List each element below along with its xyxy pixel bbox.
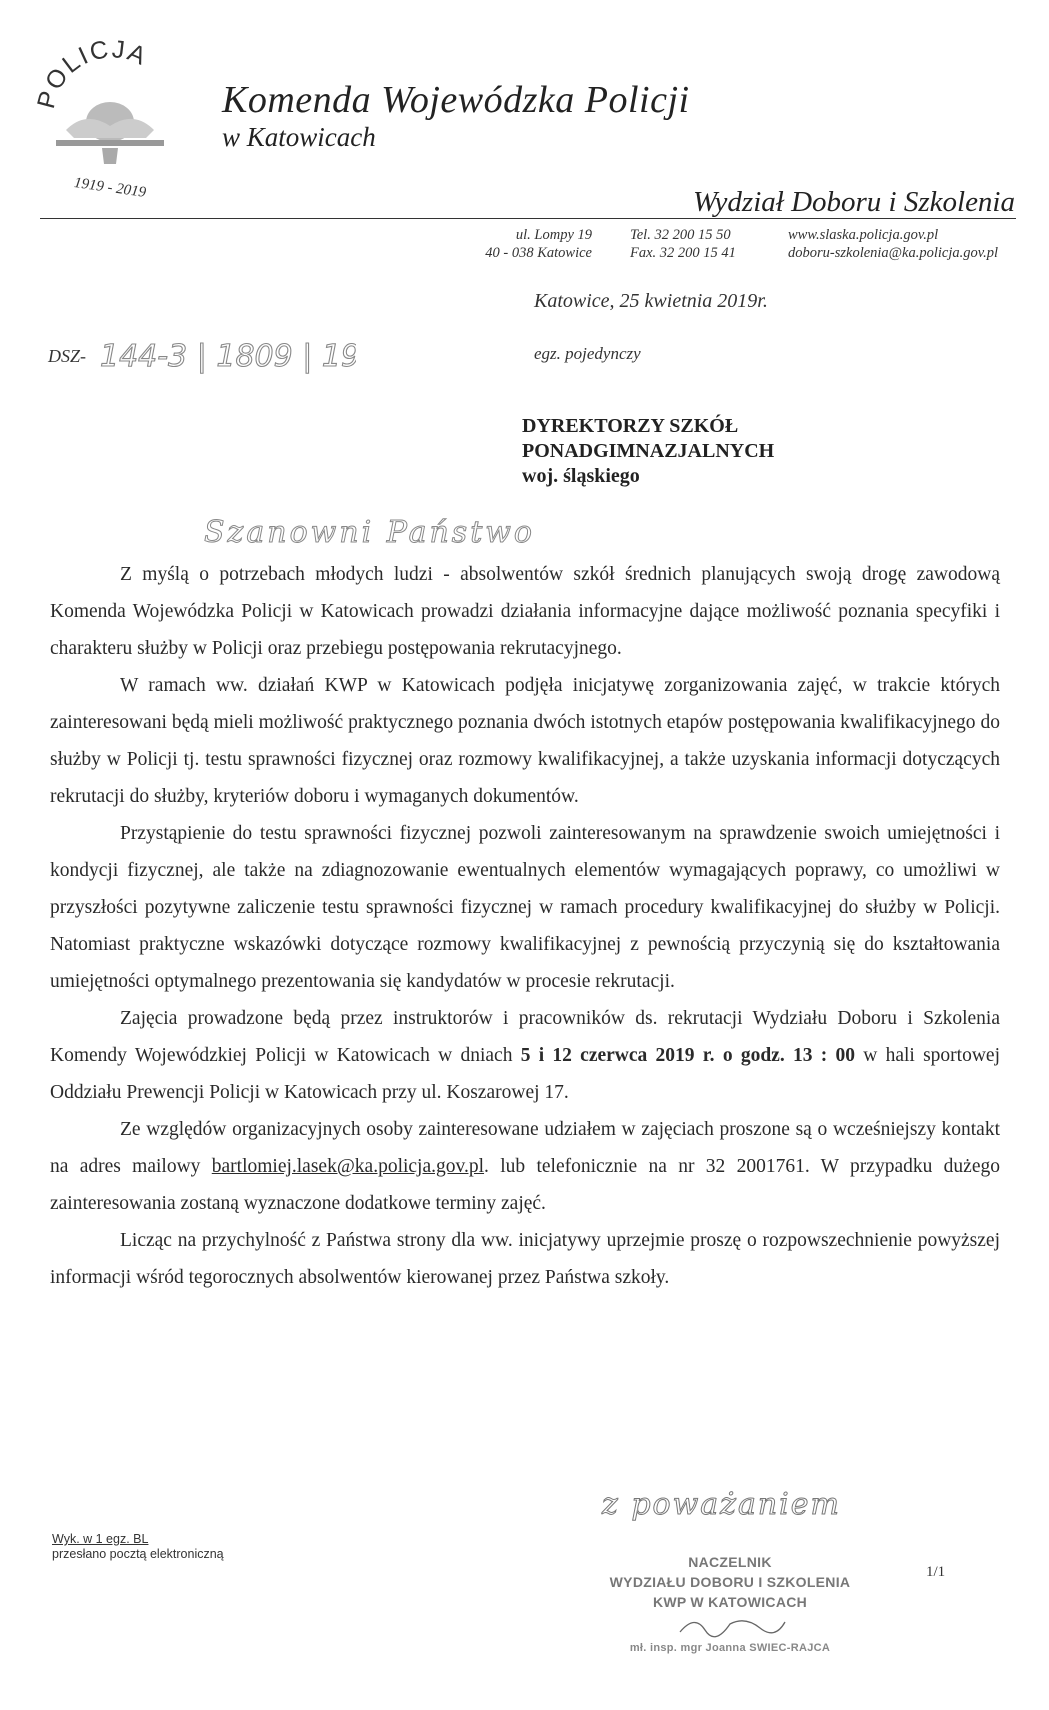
handwritten-closing — [600, 1472, 900, 1537]
contact-online — [788, 226, 998, 262]
website-link[interactable]: www.slaska.policja.gov.pl — [788, 227, 939, 243]
p5-text-b: . lub telefonicznie na nr 32 2001761. W przypadku dużego zainteresowania zostaną wyznaczone dodatkowe terminy zajęć. — [50, 1156, 1000, 1214]
letter-date: Katowice, 25 kwietnia 2019r. — [534, 290, 768, 312]
paragraph-6: Licząc na przychylność z Państwa strony dla ww. inicjatywy uprzejmie proszę o rozpowszechnienie powyższej informacji wśród tegorocznych absolwentów kierowanej przez Państwa szkoły. — [50, 1230, 1000, 1288]
department-name: Wydział Doboru i Szkolenia — [693, 186, 1015, 218]
handwritten-reference-number — [96, 330, 356, 385]
address-street: ul. Lompy 19 — [515, 227, 592, 243]
letter-body — [50, 556, 1000, 1296]
copies-note: Wyk. w 1 egz. BL — [52, 1532, 149, 1546]
page-number: 1/1 — [926, 1564, 946, 1580]
addressee-block — [522, 414, 774, 489]
address-city: 40 - 038 Katowice — [485, 245, 592, 261]
paragraph-1: Z myślą o potrzebach młodych ludzi - absolwentów szkół średnich planujących swoją drogę zawodową Komenda Wojewódzka Policji w Katowicach prowadzi działania informacyjne dające możliwość poznania specyfiki i charakteru służby w Policji oraz przebiegu postępowania rekrutacyjnego. — [50, 564, 1000, 659]
paragraph-5 — [50, 1111, 1000, 1222]
svg-text:z poważaniem: z poważaniem — [602, 1487, 841, 1522]
svg-text:POLICJA — [36, 40, 152, 111]
stamp-unit: KWP W KATOWICACH — [652, 1594, 808, 1610]
svg-text:144-3 | 1809 | 19: 144-3 | 1809 | 19 — [100, 339, 356, 374]
addressee-line2: PONADGIMNAZJALNYCH — [522, 440, 775, 462]
event-time: o godz. 13 : 00 — [722, 1045, 855, 1066]
phone-fax: Fax. 32 200 15 41 — [630, 245, 736, 261]
svg-text:Szanowni Państwo: Szanowni Państwo — [204, 515, 535, 550]
stamp-department: WYDZIAŁU DOBORU I SZKOLENIA — [609, 1574, 851, 1590]
p4-text-b: w hali sportowej Oddziału Prewencji Policji w Katowicach przy ul. Koszarowej 17. — [50, 1045, 1000, 1103]
delivery-note: przesłano pocztą elektroniczną — [52, 1547, 224, 1561]
institution-title: Komenda Wojewódzka Policji — [222, 79, 690, 121]
event-dates: 5 i 12 czerwca 2019 r. — [520, 1045, 715, 1066]
paragraph-3: Przystąpienie do testu sprawności fizycznej pozwoli zainteresowanym na sprawdzenie swoich umiejętności i kondycji fizycznej, ale także na zdiagnozowanie ewentualnych elementów wymagających poprawy, co umożliwi w przyszłości pozytywne zaliczenie testu sprawności fizycznej w ramach procedury kwalifikacyjnej do służby w Policji. Natomiast praktyczne wskazówki dotyczące rozmowy kwalifikacyjnej z pewnością przyczynią się do kształtowania umiejętności optymalnego prezentowania się kandydatów w procesie rekrutacji. — [50, 823, 1000, 992]
footer-note — [52, 1532, 224, 1562]
contact-phones — [630, 226, 736, 262]
stamp-signatory: mł. insp. mgr Joanna SWIEC-RAJCA — [629, 1642, 831, 1654]
institution-subtitle: w Katowicach — [222, 122, 376, 152]
signature-scribble — [560, 1612, 900, 1638]
official-stamp — [560, 1552, 900, 1658]
logo-arc-text: OLICJA — [39, 40, 152, 95]
paragraph-4 — [50, 1000, 1000, 1111]
addressee-line1: DYREKTORZY SZKÓŁ — [522, 415, 739, 437]
email-link[interactable]: doboru-szkolenia@ka.policja.gov.pl — [788, 245, 998, 261]
contact-address — [460, 226, 592, 262]
phone-tel: Tel. 32 200 15 50 — [630, 227, 731, 243]
police-centenary-logo — [36, 40, 186, 205]
stamp-title: NACZELNIK — [688, 1554, 772, 1570]
handwritten-salutation — [200, 506, 560, 561]
addressee-line3: woj. śląskiego — [522, 465, 640, 487]
logo-years: 1919 - 2019 — [72, 175, 147, 201]
p4-text-a: Zajęcia prowadzone będą przez instruktorów i pracowników ds. rekrutacji Wydziału Doboru i Szkolenia Komendy Wojewódzkiej Policji w Katowicach w dniach — [50, 1008, 1000, 1066]
header-divider — [40, 218, 1016, 219]
contact-email-link[interactable]: bartlomiej.lasek@ka.policja.gov.pl — [211, 1156, 485, 1177]
copy-note: egz. pojedynczy — [534, 344, 641, 363]
p5-text-a: Ze względów organizacyjnych osoby zainteresowane udziałem w zajęciach proszone są o wcześniejszy kontakt na adres mailowy — [50, 1119, 1000, 1177]
paragraph-2: W ramach ww. działań KWP w Katowicach podjęła inicjatywę zorganizowania zajęć, w trakcie których zainteresowani będą mieli możliwość praktycznego poznania dwóch istotnych etapów postępowania kwalifikacyjnego do służby w Policji tj. testu sprawności fizycznej oraz rozmowy kwalifikacyjnej, a także uzyskania informacji dotyczących rekrutacji do służby, kryteriów doboru i wymaganych dokumentów. — [50, 675, 1000, 807]
reference-label: DSZ- — [48, 346, 87, 366]
